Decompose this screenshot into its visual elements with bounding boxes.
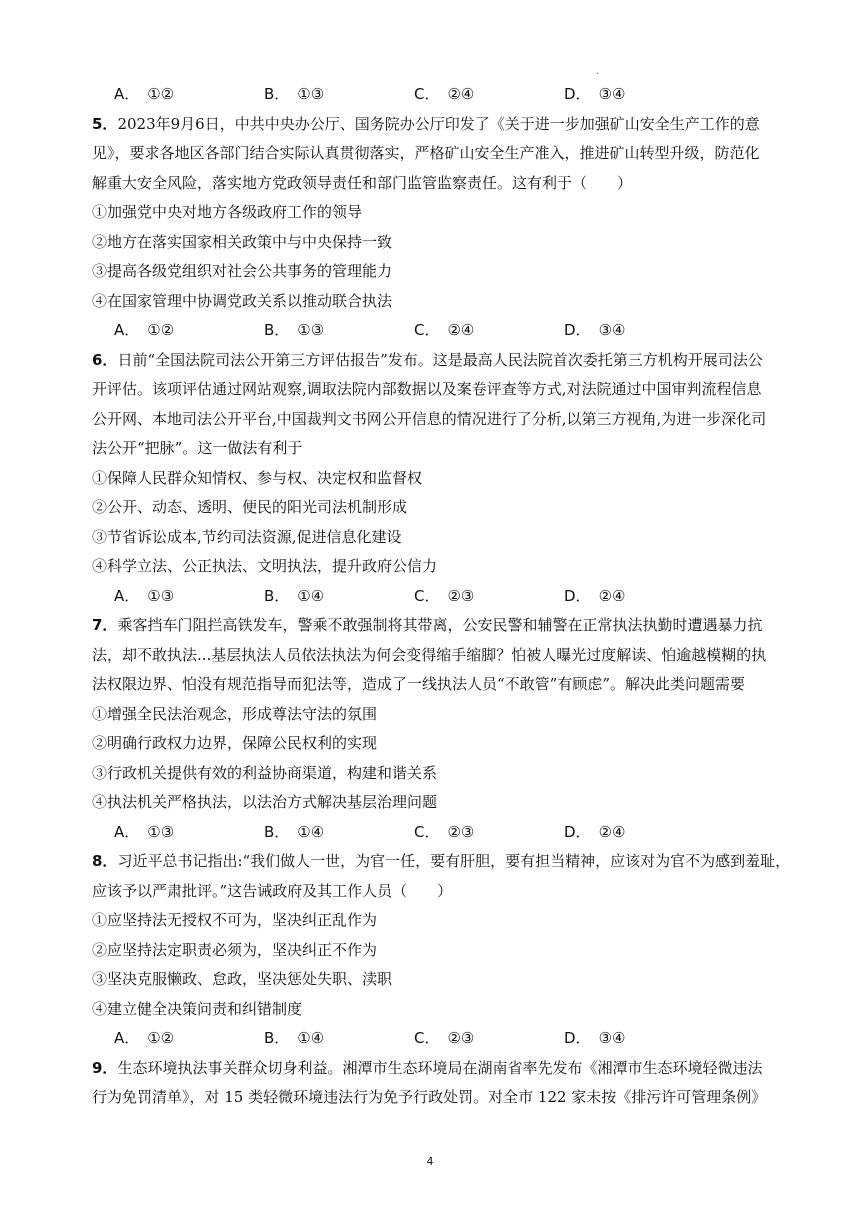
question-stem-line [92, 139, 782, 169]
question-stem-line [92, 877, 782, 907]
option-text: ①② [147, 321, 175, 339]
question-stem-line [92, 434, 782, 464]
answer-option [114, 80, 264, 110]
question-block [92, 1054, 782, 1113]
options-row [92, 818, 782, 848]
option-text: ①③ [147, 586, 175, 605]
statement-item: ②明确行政权力边界，保障公民权利的实现 [92, 734, 378, 752]
statement-item: ②应坚持法定职责必须为，坚决纠正不作为 [92, 940, 378, 959]
option-letter: D． [564, 822, 591, 841]
option-text: ①③ [147, 822, 175, 841]
option-letter: D． [564, 586, 591, 605]
statement-item: ①应坚持法无授权不可为，坚决纠正乱作为 [92, 911, 378, 929]
question-stem-line [92, 375, 782, 405]
answer-option [414, 80, 564, 110]
stem-text: 法，却不敢执法...基层执法人员依法执法为何会变得缩手缩脚？怕被人曝光过度解读、怕逾越模糊的执 [92, 645, 767, 664]
question-block [92, 611, 782, 847]
stem-text: 法权限边界、怕没有规范指导而犯法等，造成了一线执法人员“不敢管”有顾虑”。解决此类问题需要 [92, 675, 746, 693]
question-stem-line [92, 1083, 782, 1113]
options-row [92, 582, 782, 612]
stem-text: 2023年9月6日，中共中央办公厅、国务院办公厅印发了《关于进一步加强矿山安全生产工作的意 [117, 114, 760, 133]
option-text: ①④ [297, 822, 325, 841]
options-row [92, 316, 782, 346]
question-list [92, 110, 791, 1113]
stem-text: 解重大安全风险，落实地方党政领导责任和部门监管监察责任。这有利于（ ） [92, 173, 633, 192]
answer-option [414, 316, 564, 346]
statement-item: ④科学立法、公正执法、文明执法，提升政府公信力 [92, 557, 438, 575]
question-stem-line [92, 346, 782, 376]
answer-option [564, 316, 714, 346]
option-text: ②③ [447, 586, 475, 605]
option-letter: B． [264, 85, 290, 103]
option-letter: D． [564, 321, 591, 339]
statement-item: ②地方在落实国家相关政策中与中央保持一致 [92, 232, 393, 251]
answer-option [414, 582, 564, 612]
stem-text: 见》，要求各地区各部门结合实际认真贯彻落实，严格矿山安全生产准入，推进矿山转型升级，防范化 [92, 144, 760, 162]
option-text: ①③ [297, 85, 325, 103]
question-block [92, 110, 782, 346]
option-text: ②④ [447, 85, 475, 103]
question-stem-line [92, 670, 782, 700]
option-letter: B． [264, 321, 290, 339]
top-mark: . [596, 66, 600, 77]
statement-item: ③节省诉讼成本,节约司法资源,促进信息化建设 [92, 527, 402, 546]
option-letter: A． [114, 321, 140, 339]
option-letter: A． [114, 1029, 140, 1047]
option-text: ③④ [598, 321, 626, 339]
question-block [92, 346, 782, 612]
option-letter: D． [564, 1029, 591, 1047]
option-letter: C． [414, 1029, 440, 1047]
question-stem-line [92, 405, 782, 435]
stem-text: 习近平总书记指出:“我们做人一世，为官一任，要有肝胆，要有担当精神，应该对为官不为感到羞耻， [117, 852, 791, 870]
exam-page [92, 80, 791, 1113]
question-stem-line [92, 847, 791, 877]
statement-item: ①增强全民法治观念，形成尊法守法的氛围 [92, 704, 378, 723]
option-letter: C． [414, 321, 440, 339]
answer-option [564, 582, 714, 612]
question-stem-line [92, 641, 782, 671]
option-text: ②④ [447, 321, 475, 339]
answer-option [264, 316, 414, 346]
answer-option [114, 316, 264, 346]
option-text: ③④ [598, 1029, 626, 1047]
question-number: 9． [92, 1058, 118, 1077]
question-stem-line [92, 169, 782, 199]
option-letter: C． [414, 586, 440, 605]
option-letter: B． [264, 822, 290, 841]
options-row [92, 1024, 782, 1054]
answer-option [114, 1024, 264, 1054]
question-stem-line [92, 1054, 782, 1084]
stem-text: 日前“全国法院司法公开第三方评估报告”发布。这是最高人民法院首次委托第三方机构开展司法公 [117, 350, 763, 369]
option-text: ①④ [297, 1029, 325, 1047]
option-text: ①② [147, 1029, 175, 1047]
answer-option [114, 818, 264, 848]
option-letter: A． [114, 822, 140, 841]
stem-text: 生态环境执法事关群众切身利益。湘潭市生态环境局在湖南省率先发布《湘潭市生态环境轻微违法 [117, 1058, 763, 1077]
statement-item: ③坚决克服懒政、怠政，坚决惩处失职、渎职 [92, 970, 393, 988]
statement-item: ①加强党中央对地方各级政府工作的领导 [92, 203, 363, 221]
option-letter: C． [414, 822, 440, 841]
question-number: 8． [92, 852, 118, 870]
question-number: 5． [92, 114, 118, 133]
option-text: ②④ [598, 586, 626, 605]
stem-text: 乘客挡车门阻拦高铁发车，警乘不敢强制将其带离，公安民警和辅警在正常执法执勤时遭遇暴力抗 [117, 616, 763, 634]
option-text: ②③ [447, 1029, 475, 1047]
option-text: ③④ [598, 85, 626, 103]
question-block [92, 847, 791, 1054]
answer-option [564, 80, 714, 110]
answer-option [564, 1024, 714, 1054]
answer-option [264, 80, 414, 110]
option-letter: B． [264, 586, 290, 605]
option-text: ①② [147, 85, 175, 103]
answer-option [564, 818, 714, 848]
stem-text: 开评估。该项评估通过网站观察,调取法院内部数据以及案卷评查等方式,对法院通过中国审判流程信息 [92, 380, 762, 398]
option-letter: B． [264, 1029, 290, 1047]
answer-option [264, 818, 414, 848]
statement-item: ①保障人民群众知情权、参与权、决定权和监督权 [92, 468, 423, 487]
answer-option [414, 1024, 564, 1054]
option-letter: A． [114, 586, 140, 605]
option-text: ①③ [297, 321, 325, 339]
question-stem-line [92, 611, 782, 641]
question-number: 7． [92, 616, 118, 634]
statement-item: ③提高各级党组织对社会公共事务的管理能力 [92, 262, 393, 280]
page-number: 4 [426, 1155, 434, 1168]
statement-item: ④在国家管理中协调党政关系以推动联合执法 [92, 291, 393, 310]
statement-item: ③行政机关提供有效的利益协商渠道，构建和谐关系 [92, 763, 438, 782]
answer-option [114, 582, 264, 612]
answer-option [264, 1024, 414, 1054]
question-stem-line [92, 110, 782, 140]
statement-item: ②公开、动态、透明、便民的阳光司法机制形成 [92, 498, 408, 516]
answer-option [264, 582, 414, 612]
option-letter: D． [564, 85, 591, 103]
stem-text: 法公开“把脉”。这一做法有利于 [92, 439, 303, 457]
question-number: 6． [92, 350, 118, 369]
option-text: ①④ [297, 586, 325, 605]
option-letter: C． [414, 85, 440, 103]
option-text: ②④ [598, 822, 626, 841]
stem-text: 行为免罚清单》，对 15 类轻微环境违法行为免予行政处罚。对全市 122 家未按《排污许可管理条例》 [92, 1088, 767, 1106]
q4-options-row [92, 80, 782, 110]
stem-text: 公开网、本地司法公开平台,中国裁判文书网公开信息的情况进行了分析,以第三方视角,为进一步深化司 [92, 409, 767, 428]
statement-item: ④执法机关严格执法，以法治方式解决基层治理问题 [92, 793, 438, 811]
option-text: ②③ [447, 822, 475, 841]
option-letter: A． [114, 85, 140, 103]
answer-option [414, 818, 564, 848]
statement-item: ④建立健全决策问责和纠错制度 [92, 999, 303, 1018]
stem-text: 应该予以严肃批评。”这告诫政府及其工作人员（ ） [92, 881, 453, 900]
